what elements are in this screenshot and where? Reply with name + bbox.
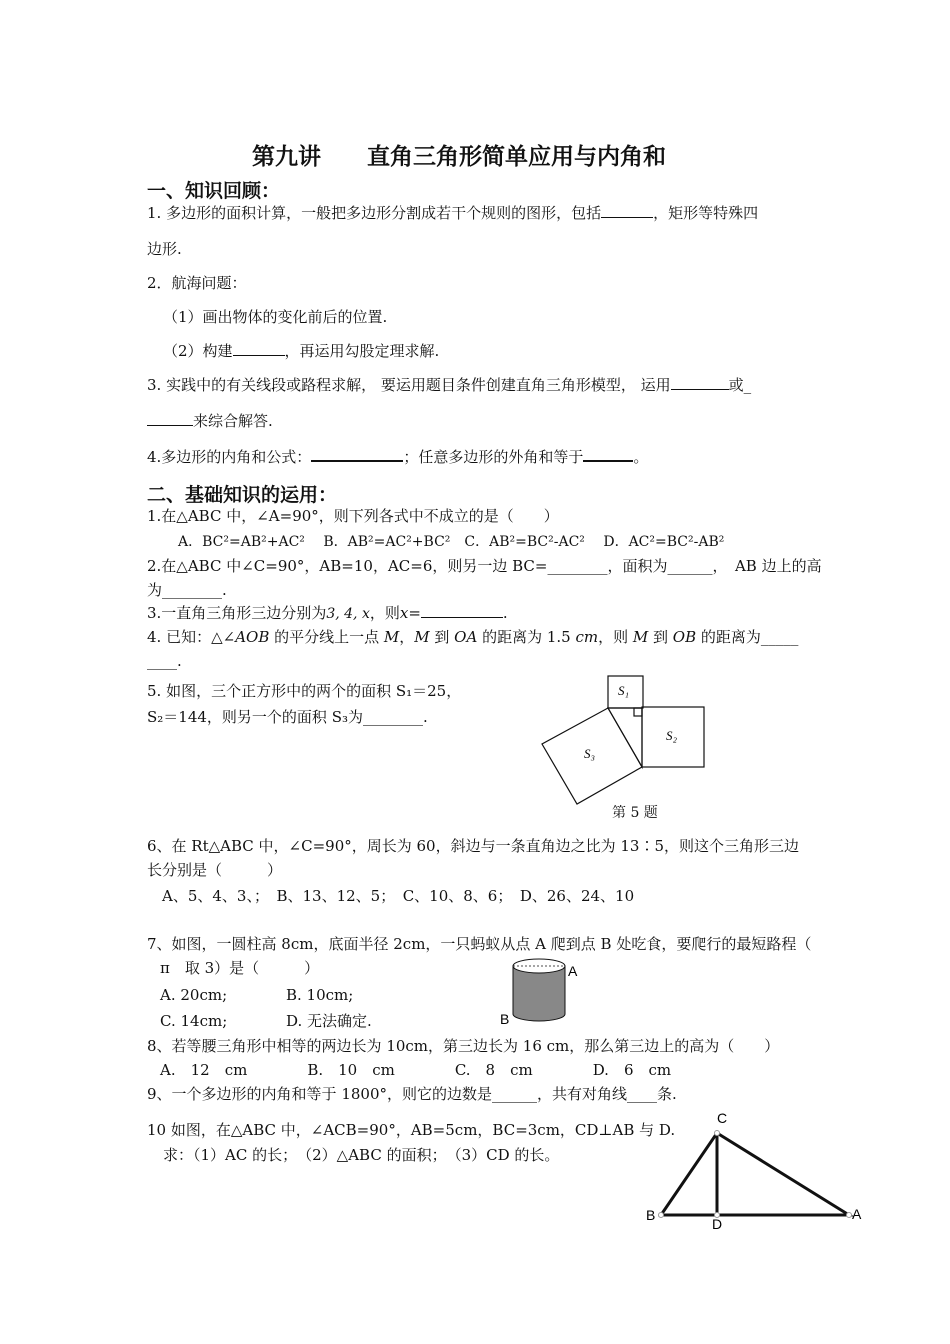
review-q2-2	[163, 341, 439, 361]
q4-part: 到	[429, 628, 455, 646]
blank[interactable]	[421, 603, 503, 618]
basic-q1-options: A．BC²=AB²+AC² B．AB²=AC²+BC² C．AB²=BC²-AC² D．AC²=BC²-AB²	[178, 534, 725, 550]
point-b	[659, 1213, 664, 1218]
basic-q6-line1: 6、在 Rt△ABC 中，∠C=90°，周长为 60，斜边与一条直角边之比为 13∶5，则这个三角形三边	[147, 837, 800, 855]
q4-part: M	[414, 628, 430, 646]
review-q4-text: 4.多边形的内角和公式：	[147, 448, 312, 466]
basic-q1: 1.在△ABC 中，∠A=90°，则下列各式中不成立的是（ ）	[147, 507, 559, 525]
basic-q5-line1: 5. 如图，三个正方形中的两个的面积 S₁＝25，	[147, 682, 462, 700]
label-c: C	[717, 1110, 728, 1126]
section-review-heading: 一、知识回顾：	[147, 180, 281, 202]
q4-part: ，	[399, 628, 415, 646]
label-s3: S₃	[584, 746, 596, 761]
review-q2-2-text: （2）构建	[163, 342, 233, 360]
basic-q8-options: A. 12 cm B. 10 cm C. 8 cm D. 6 cm	[160, 1061, 672, 1079]
q4-part: 的平分线上一点	[269, 628, 384, 646]
basic-q7-line2: π 取 3）是（ ）	[160, 959, 320, 977]
q4-part: OB	[672, 628, 697, 646]
label-s2: S₂	[666, 728, 678, 743]
review-q1-line1	[147, 203, 758, 223]
right-triangle	[608, 708, 642, 767]
basic-q7-option-d: D. 无法确定.	[286, 1012, 372, 1030]
review-q3-line2	[147, 411, 273, 431]
basic-q5-line2: S₂＝144，则另一个的面积 S₃为________.	[147, 708, 428, 726]
basic-q2-line1: 2.在△ABC 中∠C=90°，AB=10，AC=6，则另一边 BC=________，面积为______， AB 边上的高	[147, 557, 822, 575]
q4-part: 的距离为_____	[696, 628, 799, 646]
basic-q3-var: x	[399, 604, 409, 622]
q4-part: M	[632, 628, 649, 646]
q4-part: cm	[575, 628, 599, 646]
review-q2-2-text2: ，再运用勾股定理求解.	[284, 342, 440, 360]
basic-q7-option-c: C. 14cm;	[160, 1012, 228, 1030]
q4-part: M	[383, 628, 400, 646]
basic-q7-option-b: B. 10cm;	[286, 986, 354, 1004]
blank[interactable]	[147, 411, 193, 426]
q4-part: AOB	[235, 628, 270, 646]
review-q4-text2: ；任意多边形的外角和等于	[403, 448, 584, 466]
blank[interactable]	[583, 446, 633, 462]
q4-part: 到	[648, 628, 673, 646]
q4-part: 4. 已知：△∠	[147, 628, 236, 646]
label-b: B	[646, 1207, 656, 1223]
figure-7-cylinder	[496, 954, 586, 1028]
label-s1: S₁	[618, 683, 630, 698]
basic-q3-eq: =	[408, 604, 421, 622]
q4-part: OA	[454, 628, 478, 646]
basic-q6-options: A、5、4、3、； B、13、12、5； C、10、8、6； D、26、24、10	[162, 887, 635, 905]
basic-q3-math: 3, 4, x	[326, 606, 370, 622]
basic-q10-line2: 求：（1）AC 的长； （2）△ABC 的面积； （3）CD 的长。	[163, 1146, 560, 1164]
review-q3-text2: 或_	[728, 376, 752, 394]
blank[interactable]	[671, 375, 729, 390]
basic-q4-line1	[147, 627, 798, 647]
label-d: D	[712, 1216, 723, 1232]
review-q3-text3: 来综合解答.	[193, 412, 273, 430]
blank[interactable]	[601, 203, 653, 218]
q4-part: 的距离为 1.5	[477, 628, 576, 646]
review-q1-text: 1. 多边形的面积计算，一般把多边形分割成若干个规则的图形，包括	[147, 204, 602, 222]
review-q3-text: 3. 实践中的有关线段或路程求解， 要运用题目条件创建直角三角形模型， 运用	[147, 376, 671, 394]
basic-q4-line2: ____.	[147, 652, 182, 670]
label-a: A	[568, 963, 578, 979]
page-title: 第九讲 直角三角形简单应用与内角和	[252, 144, 666, 170]
review-q1-text2: ，矩形等特殊四	[653, 204, 759, 222]
cylinder-body	[513, 966, 565, 1021]
blank[interactable]	[233, 341, 285, 356]
section-basic-heading: 二、基础知识的运用：	[147, 484, 338, 506]
blank[interactable]	[311, 446, 403, 462]
figure-10-triangle	[640, 1105, 870, 1235]
q4-part: ，则	[598, 628, 633, 646]
basic-q6-line2: 长分别是（ ）	[147, 861, 283, 879]
basic-q10-line1: 10 如图，在△ABC 中，∠ACB=90°，AB=5cm，BC=3cm，CD⊥AB 与 D.	[147, 1121, 676, 1139]
basic-q8: 8、若等腰三角形中相等的两边长为 10cm，第三边长为 16 cm，那么第三边上的高为（ ）	[147, 1037, 780, 1055]
basic-q3-end: .	[502, 604, 508, 622]
label-a: A	[852, 1206, 862, 1222]
figure-5-caption: 第 5 题	[612, 805, 658, 821]
basic-q3	[147, 603, 508, 624]
review-q1-line2: 边形.	[147, 240, 182, 258]
right-angle-mark	[634, 708, 642, 716]
basic-q3-text2: ，则	[369, 604, 400, 622]
review-q3-line1	[147, 375, 751, 395]
review-q2: 2．航海问题：	[147, 274, 247, 292]
point-c	[715, 1131, 720, 1136]
review-q4	[147, 446, 648, 467]
basic-q9: 9、一个多边形的内角和等于 1800°，则它的边数是______，共有对角线____条.	[147, 1085, 677, 1103]
triangle-abc	[661, 1133, 849, 1215]
point-a	[847, 1213, 852, 1218]
review-q2-1: （1）画出物体的变化前后的位置.	[163, 308, 388, 326]
basic-q2-line2: 为________.	[147, 581, 227, 599]
label-b: B	[500, 1011, 510, 1027]
basic-q7-option-a: A. 20cm;	[160, 986, 228, 1004]
basic-q7-line1: 7、如图，一圆柱高 8cm，底面半径 2cm，一只蚂蚁从点 A 爬到点 B 处吃食，要爬行的最短路程（	[147, 935, 812, 953]
review-q4-text3: 。	[633, 448, 649, 466]
basic-q3-text: 3.一直角三角形三边分别为	[147, 604, 327, 622]
